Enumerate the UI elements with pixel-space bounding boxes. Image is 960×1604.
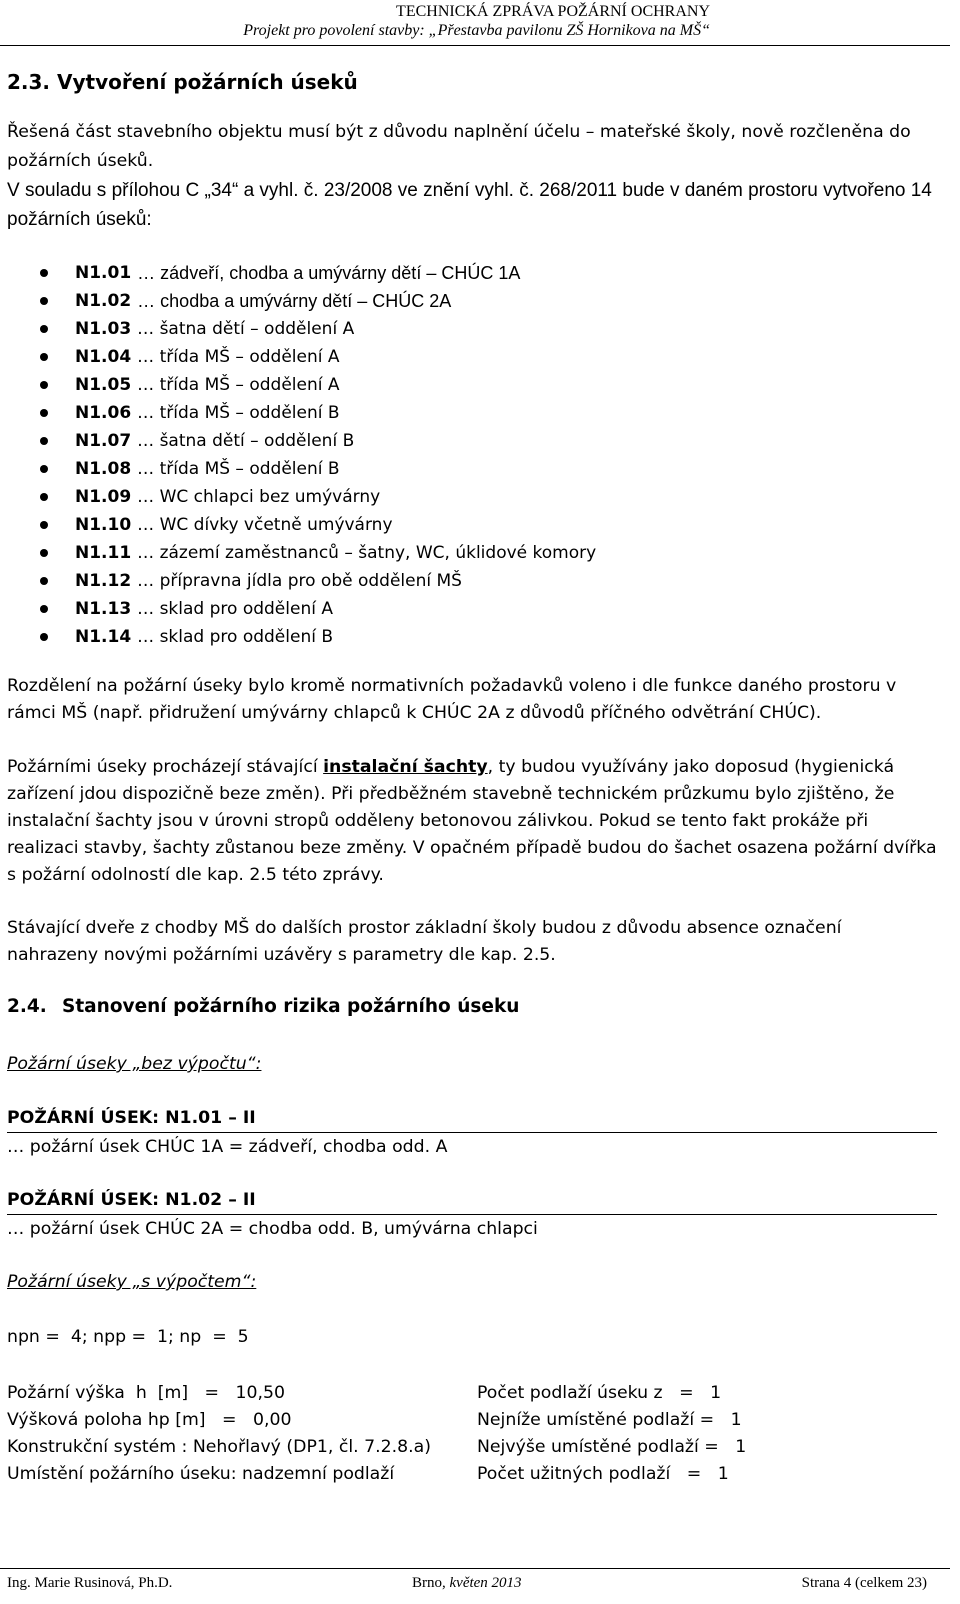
zone-code: N1.12 [75, 571, 132, 591]
footer-page-number: Strana 4 (celkem 23) [801, 1575, 927, 1591]
bullet-icon [40, 409, 48, 417]
zone-code: N1.02 [75, 291, 132, 311]
parameter-row: Počet užitných podlaží = 1 [477, 1464, 729, 1484]
parameter-row: Nejvýše umístěné podlaží = 1 [477, 1437, 747, 1457]
list-item [40, 399, 596, 427]
zone-description: … třída MŠ – oddělení A [137, 375, 340, 395]
zone-description: … třída MŠ – oddělení B [137, 459, 340, 479]
list-item [40, 259, 596, 287]
with-calculation-label: Požární úseky „s výpočtem“: [7, 1272, 257, 1292]
zoning-paragraph: Rozdělení na požární úseky bylo kromě normativních požadavků voleno i dle funkce daného prostoru v rámci MŠ (např. přidružení umývárny chlapců k CHÚC 2A z důvodů příčného odvětrání CHÚC). [7, 676, 897, 723]
zone-code: N1.14 [75, 627, 132, 647]
zone-code: N1.07 [75, 431, 132, 451]
fire-zone-list [40, 259, 596, 651]
bullet-icon [40, 577, 48, 585]
bullet-icon [40, 297, 48, 305]
bullet-icon [40, 353, 48, 361]
list-item [40, 623, 596, 651]
header-title: TECHNICKÁ ZPRÁVA POŽÁRNÍ OCHRANY [396, 3, 710, 20]
parameter-row: Nejníže umístěné podlaží = 1 [477, 1410, 742, 1430]
shafts-text-after: , ty budou využívány jako doposud (hygienická zařízení jdou dispozičně beze změn). Při předběžném stavebně technickém průzkumu bylo zjištěno, že instalační šachty jsou v úrovni stropů odděleny betonovou zálivkou. Pokud se tento fakt prokáže při realizaci stavby, šachty zůstanou beze změny. V opačném případě budou do šachet osazena požární dvířka s požární odolností dle kap. 2.5 této zprávy. [7, 757, 937, 885]
parameter-row: Umístění požárního úseku: nadzemní podlaží [7, 1464, 395, 1484]
parameter-row: Výšková poloha hp [m] = 0,00 [7, 1410, 292, 1430]
bullet-icon [40, 381, 48, 389]
list-item [40, 539, 596, 567]
list-item [40, 427, 596, 455]
footer-place: Brno, [412, 1575, 450, 1591]
list-item [40, 343, 596, 371]
bullet-icon [40, 325, 48, 333]
zone-n1-01-description: … požární úsek CHÚC 1A = zádveří, chodba odd. A [7, 1137, 448, 1157]
shafts-text-before: Požárními úseky procházejí stávající [7, 757, 324, 777]
zone-n1-02-heading: POŽÁRNÍ ÚSEK: N1.02 – II [7, 1190, 256, 1210]
zone-description: … WC chlapci bez umývárny [137, 487, 381, 507]
zone-code: N1.03 [75, 319, 132, 339]
zone-code: N1.08 [75, 459, 132, 479]
zone-code: N1.05 [75, 375, 132, 395]
list-item [40, 455, 596, 483]
bullet-icon [40, 521, 48, 529]
header-project: Projekt pro povolení stavby: „Přestavba pavilonu ZŠ Hornikova na MŠ“ [243, 22, 710, 39]
zone-description: … třída MŠ – oddělení B [137, 403, 340, 423]
bullet-icon [40, 493, 48, 501]
shafts-emphasis: instalační šachty [323, 757, 488, 777]
list-item [40, 287, 596, 315]
list-item [40, 511, 596, 539]
bullet-icon [40, 549, 48, 557]
zone-description: … šatna dětí – oddělení A [137, 319, 355, 339]
zone-description: … zádveří, chodba a umývárny dětí – CHÚC 1A [137, 263, 521, 283]
doors-paragraph: Stávající dveře z chodby MŠ do dalších prostor základní školy budou z důvodu absence označení nahrazeny novými požárními uzávěry s parametry dle kap. 2.5. [7, 918, 842, 965]
zone-description: … šatna dětí – oddělení B [137, 431, 355, 451]
bullet-icon [40, 269, 48, 277]
zone-description: … sklad pro oddělení B [137, 627, 334, 647]
list-item [40, 595, 596, 623]
zone-code: N1.01 [75, 263, 132, 283]
footer-place-date [412, 1575, 522, 1592]
parameters-right-column [477, 1380, 746, 1488]
parameter-row: Konstrukční systém : Nehořlavý (DP1, čl. 7.2.8.a) [7, 1437, 431, 1457]
footer-date: květen 2013 [449, 1575, 522, 1591]
zone-description: … WC dívky včetně umývárny [137, 515, 393, 535]
zone-code: N1.13 [75, 599, 132, 619]
zone-description: … chodba a umývárny dětí – CHÚC 2A [137, 291, 452, 311]
intro-paragraph-1: Řešená část stavebního objektu musí být z důvodu naplnění účelu – mateřské školy, nově rozčleněna do požárních úseků. [7, 122, 911, 171]
zone-n1-02-rule [7, 1214, 937, 1215]
shafts-paragraph [7, 754, 937, 889]
intro-paragraph-2: V souladu s přílohou C „34“ a vyhl. č. 23/2008 ve znění vyhl. č. 268/2011 bude v daném prostoru vytvořeno 14 požárních úseků: [7, 180, 932, 230]
list-item [40, 567, 596, 595]
zone-description: … třída MŠ – oddělení A [137, 347, 340, 367]
zone-code: N1.06 [75, 403, 132, 423]
zone-description: … přípravna jídla pro obě oddělení MŠ [137, 571, 462, 591]
bullet-icon [40, 437, 48, 445]
zone-code: N1.04 [75, 347, 132, 367]
floor-counts: npn = 4; npp = 1; np = 5 [7, 1327, 249, 1347]
section-2-4-heading [7, 996, 519, 1017]
header-divider [0, 45, 950, 46]
without-calculation-label: Požární úseky „bez výpočtu“: [7, 1054, 262, 1074]
bullet-icon [40, 605, 48, 613]
section-2-4-number: 2.4. [7, 996, 47, 1017]
zone-n1-01-rule [7, 1132, 937, 1133]
footer-divider [0, 1568, 950, 1569]
zone-description: … sklad pro oddělení A [137, 599, 333, 619]
zone-code: N1.11 [75, 543, 132, 563]
list-item [40, 315, 596, 343]
zone-code: N1.10 [75, 515, 132, 535]
zone-code: N1.09 [75, 487, 132, 507]
list-item [40, 371, 596, 399]
section-2-3-heading: 2.3. Vytvoření požárních úseků [7, 70, 358, 94]
bullet-icon [40, 633, 48, 641]
zone-n1-01-heading: POŽÁRNÍ ÚSEK: N1.01 – II [7, 1108, 256, 1128]
zone-n1-02-description: … požární úsek CHÚC 2A = chodba odd. B, umývárna chlapci [7, 1219, 538, 1239]
list-item [40, 483, 596, 511]
bullet-icon [40, 465, 48, 473]
page-header [210, 2, 710, 40]
parameters-left-column [7, 1380, 431, 1488]
footer-author: Ing. Marie Rusinová, Ph.D. [7, 1575, 173, 1591]
zone-description: … zázemí zaměstnanců – šatny, WC, úklidové komory [137, 543, 597, 563]
section-2-4-title: Stanovení požárního rizika požárního úseku [62, 996, 520, 1017]
parameter-row: Požární výška h [m] = 10,50 [7, 1383, 285, 1403]
parameter-row: Počet podlaží úseku z = 1 [477, 1383, 722, 1403]
section-2-3-intro [7, 118, 937, 234]
